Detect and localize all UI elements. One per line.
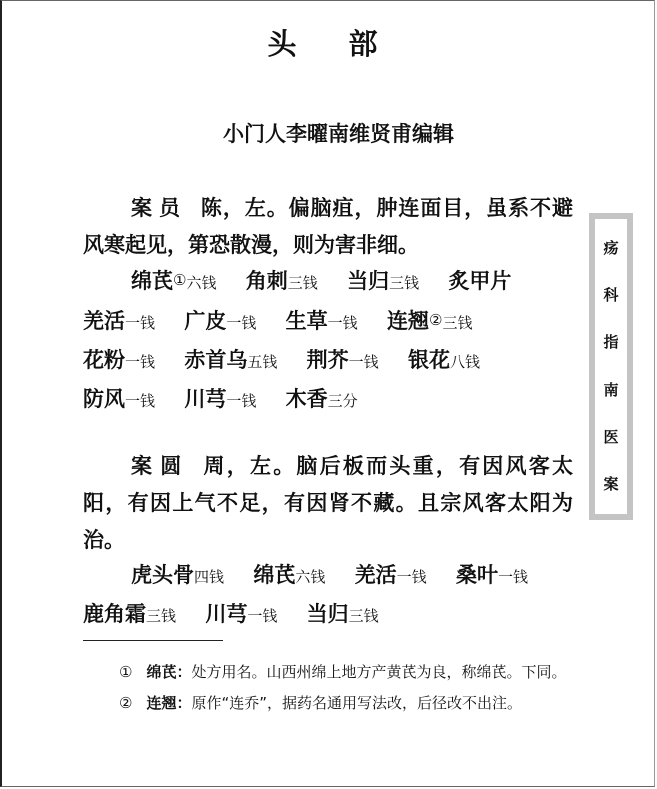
author-line: 小门人李曜南维贤甫编辑 xyxy=(223,122,454,146)
herb-item xyxy=(83,387,155,411)
footnote-marker: ① xyxy=(173,271,187,289)
herb-item xyxy=(205,602,277,626)
herb-item xyxy=(456,563,528,587)
herb-dose: 三钱 xyxy=(442,314,473,332)
herb-item xyxy=(448,269,511,293)
case-2-tag: 案圆 xyxy=(131,454,190,478)
herb-dose: 一钱 xyxy=(125,392,156,410)
herb-name: 鹿角霜 xyxy=(83,602,146,626)
herb-name: 羌活 xyxy=(354,563,397,587)
herb-dose: 三钱 xyxy=(389,274,420,292)
herb-name: 赤首乌 xyxy=(184,348,248,372)
herb-dose: 一钱 xyxy=(125,353,156,371)
herb-name: 绵芪 xyxy=(131,269,173,293)
herb-name: 羌活 xyxy=(83,309,125,333)
book-title-sidebar xyxy=(589,213,633,520)
herb-dose: 一钱 xyxy=(497,568,528,586)
herb-dose: 一钱 xyxy=(327,314,358,332)
case-1-statement xyxy=(83,190,573,264)
herb-item xyxy=(131,563,224,587)
herb-name: 当归 xyxy=(347,269,390,293)
case-1-text: 陈，左。偏脑疽，肿连面目，虽系不避风寒起见，第恐散漫，则为害非细。 xyxy=(83,196,574,257)
herb-name: 当归 xyxy=(306,602,349,626)
herb-name: 连翘 xyxy=(386,309,429,333)
herb-dose: 三分 xyxy=(327,392,358,410)
sidebar-char: 医 xyxy=(603,427,619,446)
footnote-1: ① 绵芪：处方用名。山西州绵上地方产黄芪为良，称绵芪。下同。 xyxy=(119,663,567,681)
footnotes xyxy=(83,660,573,722)
herb-dose: 三钱 xyxy=(287,274,318,292)
herb-item xyxy=(307,348,379,372)
herb-item xyxy=(131,269,216,293)
herb-name: 川芎 xyxy=(184,387,227,411)
page-title: 头部 xyxy=(267,27,430,61)
herb-item xyxy=(253,563,325,587)
herb-name: 银花 xyxy=(407,348,450,372)
herb-item xyxy=(387,309,472,333)
herb-item xyxy=(83,602,176,626)
herb-item xyxy=(286,309,358,333)
sidebar-char: 疡 xyxy=(603,239,619,258)
herb-item xyxy=(347,269,419,293)
herb-dose: 六钱 xyxy=(186,274,217,292)
herb-item xyxy=(184,387,256,411)
footnote-marker: ② xyxy=(428,311,443,329)
herb-dose: 一钱 xyxy=(247,607,278,625)
case-2-statement xyxy=(83,448,573,559)
sidebar-char: 南 xyxy=(603,380,619,399)
herb-dose: 一钱 xyxy=(226,392,257,410)
herb-dose: 三钱 xyxy=(348,607,379,625)
herb-dose: 一钱 xyxy=(125,314,156,332)
herb-item xyxy=(286,387,358,411)
case-1-tag: 案员 xyxy=(131,196,187,220)
footnote-2: ② 连翘：原作“连乔”，据药名通用写法改，后径改不出注。 xyxy=(119,694,523,712)
case-2-text: 周，左。脑后板而头重，有因风客太阳，有因上气不足，有因肾不藏。且宗风客太阳为治。 xyxy=(83,454,574,552)
case-2-prescription xyxy=(83,557,573,635)
sidebar-char: 指 xyxy=(603,333,619,352)
herb-item xyxy=(184,309,256,333)
herb-dose: 一钱 xyxy=(396,568,427,586)
herb-item xyxy=(83,309,155,333)
footnote-divider xyxy=(83,640,223,641)
herb-dose: 一钱 xyxy=(226,314,257,332)
herb-item xyxy=(246,269,318,293)
herb-name: 木香 xyxy=(285,387,328,411)
sidebar-char: 案 xyxy=(603,474,619,493)
herb-item xyxy=(83,348,155,372)
herb-dose: 五钱 xyxy=(247,353,278,371)
herb-dose: 四钱 xyxy=(194,568,225,586)
case-1-prescription xyxy=(83,262,573,420)
herb-name: 防风 xyxy=(83,387,125,411)
herb-name: 桑叶 xyxy=(455,563,498,587)
herb-name: 花粉 xyxy=(83,348,125,372)
herb-item xyxy=(408,348,480,372)
herb-dose: 一钱 xyxy=(348,353,379,371)
herb-name: 绵芪 xyxy=(253,563,296,587)
herb-name: 角刺 xyxy=(245,269,288,293)
herb-dose: 六钱 xyxy=(295,568,326,586)
herb-item xyxy=(307,602,379,626)
herb-name: 荆芥 xyxy=(306,348,349,372)
sidebar-char: 科 xyxy=(603,286,619,305)
herb-name: 广皮 xyxy=(184,309,227,333)
herb-item xyxy=(184,348,277,372)
herb-dose: 八钱 xyxy=(449,353,480,371)
herb-item xyxy=(355,563,427,587)
herb-name: 虎头骨 xyxy=(131,563,194,587)
herb-dose: 三钱 xyxy=(146,607,177,625)
herb-name: 生草 xyxy=(285,309,328,333)
herb-name: 川芎 xyxy=(205,602,248,626)
herb-name: 炙甲片 xyxy=(448,269,512,293)
